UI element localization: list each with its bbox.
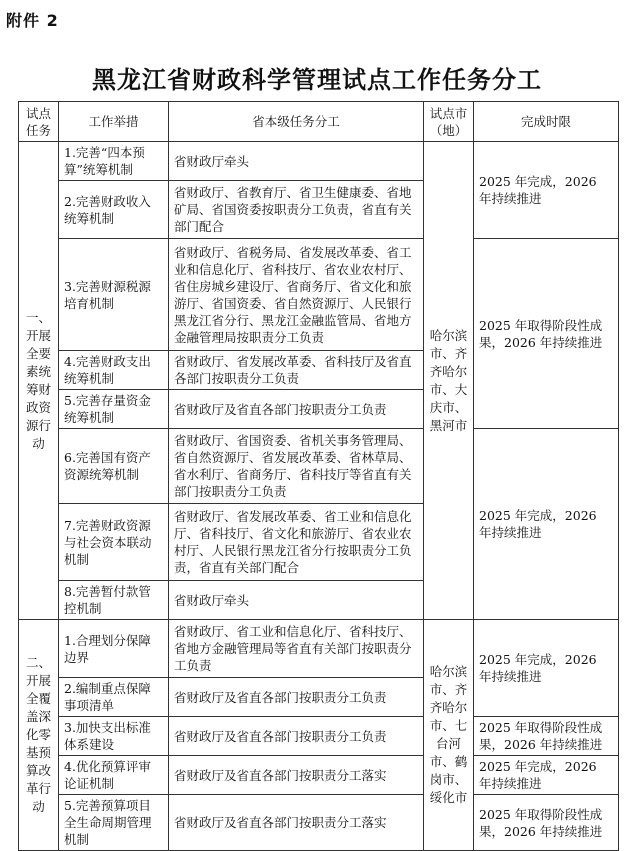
table-row-measure: 6.完善国有资产资源统筹机制 — [59, 429, 169, 504]
table-row-measure: 7.完善财政资源与社会资本联动机制 — [59, 504, 169, 581]
section-2-deadline-3: 2025 年完成，2026 年持续推进 — [474, 756, 619, 795]
table-row-measure: 1.合理划分保障边界 — [59, 620, 169, 678]
table-row-division: 省财政厅及省直各部门按职责分工负责 — [169, 717, 424, 756]
table-row-measure: 3.加快支出标准体系建设 — [59, 717, 169, 756]
table-row-measure: 3.完善财源税源培育机制 — [59, 239, 169, 351]
section-2-task: 二、开展全覆盖深化零基预算改革行动 — [19, 620, 59, 851]
section-2-deadline-4: 2025 年取得阶段性成果，2026 年持续推进 — [474, 795, 619, 851]
table-row-measure: 2.完善财政收入统筹机制 — [59, 181, 169, 239]
table-row-measure: 2.编制重点保障事项清单 — [59, 678, 169, 717]
table-row-measure: 4.完善财政支出统筹机制 — [59, 351, 169, 390]
table-row-division: 省财政厅、省工业和信息化厅、省科技厅、省地方金融管理局等省直有关部门按职责分工负责 — [169, 620, 424, 678]
table-row-measure: 4.优化预算评审论证机制 — [59, 756, 169, 795]
table-row-division: 省财政厅、省国资委、省机关事务管理局、省自然资源厅、省发展改革委、省林草局、省水利厅、省商务厅、省科技厅等省直有关部门按职责分工负责 — [169, 429, 424, 504]
table-row-measure: 1.完善“四本预算”统筹机制 — [59, 142, 169, 181]
table-row-division: 省财政厅、省发展改革委、省工业和信息化厅、省科技厅、省文化和旅游厅、省农业农村厅、人民银行黑龙江省分行按职责分工负责，省直有关部门配合 — [169, 504, 424, 581]
section-1-cities: 哈尔滨市、齐齐哈尔市、大庆市、黑河市 — [424, 142, 474, 620]
section-1-deadline-3: 2025 年完成，2026 年持续推进 — [474, 429, 619, 620]
header-division: 省本级任务分工 — [169, 102, 424, 142]
section-1-task: 一、开展全要素统筹财政资源行动 — [19, 142, 59, 620]
table-row-measure: 5.完善预算项目全生命周期管理机制 — [59, 795, 169, 851]
table-row-division: 省财政厅及省直各部门按职责分工落实 — [169, 795, 424, 851]
table-row-division: 省财政厅、省发展改革委、省科技厅及省直各部门按职责分工负责 — [169, 351, 424, 390]
table-row-division: 省财政厅、省税务局、省发展改革委、省工业和信息化厅、省科技厅、省农业农村厅、省住房城乡建设厅、省商务厅、省文化和旅游厅、省国资委、省自然资源厅、人民银行黑龙江省分行、黑龙江金融监管局、省地方金融管理局按职责分工负责 — [169, 239, 424, 351]
table-row-measure: 5.完善存量资金统筹机制 — [59, 390, 169, 429]
table-row-measure: 8.完善暂付款管控机制 — [59, 581, 169, 620]
header-city: 试点市（地） — [424, 102, 474, 142]
section-1-deadline-2: 2025 年取得阶段性成果，2026 年持续推进 — [474, 239, 619, 429]
section-2-deadline-2: 2025 年取得阶段性成果，2026 年持续推进 — [474, 717, 619, 756]
section-2-cities: 哈尔滨市、齐齐哈尔市、七台河市、鹤岗市、绥化市 — [424, 620, 474, 851]
header-deadline: 完成时限 — [474, 102, 619, 142]
section-2-deadline-1: 2025 年完成，2026 年持续推进 — [474, 620, 619, 717]
table-row-division: 省财政厅及省直各部门按职责分工负责 — [169, 678, 424, 717]
task-division-table — [18, 101, 619, 851]
table-row-division: 省财政厅牵头 — [169, 142, 424, 181]
header-measure: 工作举措 — [59, 102, 169, 142]
table-row-division: 省财政厅、省教育厅、省卫生健康委、省地矿局、省国资委按职责分工负责，省直有关部门配合 — [169, 181, 424, 239]
table-row-division: 省财政厅及省直各部门按职责分工负责 — [169, 390, 424, 429]
table-row-division: 省财政厅牵头 — [169, 581, 424, 620]
header-task: 试点任务 — [19, 102, 59, 142]
table-row-division: 省财政厅及省直各部门按职责分工落实 — [169, 756, 424, 795]
document-title: 黑龙江省财政科学管理试点工作任务分工 — [92, 66, 542, 94]
section-1-deadline-1: 2025 年完成，2026 年持续推进 — [474, 142, 619, 239]
annex-label: 附件 2 — [6, 11, 59, 30]
